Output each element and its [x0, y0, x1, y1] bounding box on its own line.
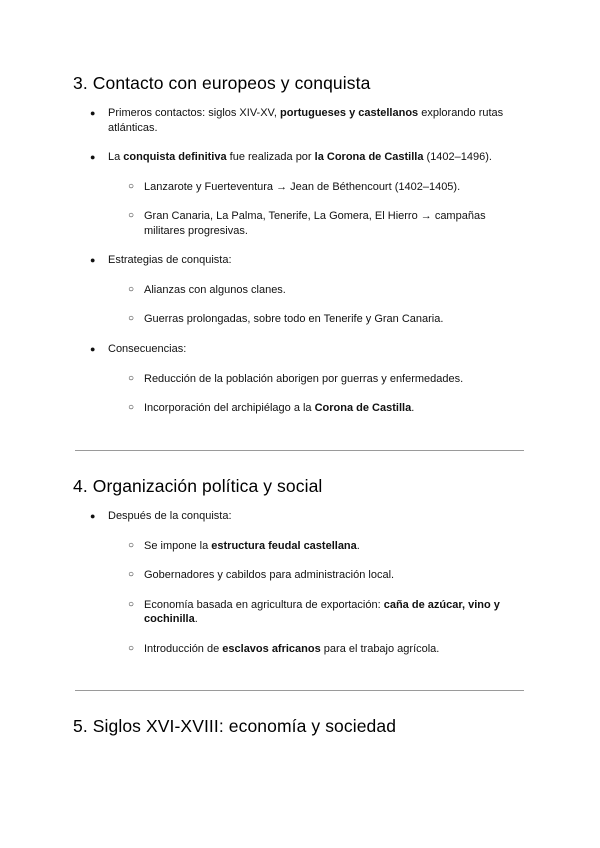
- sub-bullet-icon: ○: [128, 598, 135, 610]
- sub-bullet-icon: ○: [128, 402, 135, 413]
- sub-item-bold-text: esclavos africanos: [222, 642, 321, 655]
- bullet-icon: ●: [90, 511, 96, 521]
- sub-item-text: Introducción de: [144, 642, 223, 655]
- section-5: [73, 715, 525, 737]
- bullet-icon: ●: [90, 108, 96, 118]
- section-3-heading: 3. Contacto con europeos y conquista: [73, 73, 371, 93]
- section-5-heading: 5. Siglos XVI-XVIII: economía y sociedad: [73, 716, 397, 736]
- sub-list-item: [73, 312, 525, 327]
- sub-bullet-icon: ○: [128, 642, 135, 654]
- bullet-icon: ●: [90, 344, 96, 354]
- sub-item-text: Incorporación del archipiélago a la: [144, 402, 315, 414]
- sub-bullet-icon: ○: [128, 372, 135, 384]
- sub-item-bold-text: caña de azúcar, vino y cochinilla: [144, 598, 500, 625]
- item-bold-text: la Corona de Castilla: [314, 151, 424, 163]
- item-text: fue realizada por: [226, 151, 315, 163]
- sub-item-bold-text: estructura feudal castellana: [211, 539, 357, 552]
- sub-list-item: [73, 180, 525, 195]
- sub-item-text: Guerras prolongadas, sobre todo en Tenerife y Gran Canaria.: [144, 313, 444, 325]
- item-text: La: [108, 151, 124, 163]
- list-item: [73, 509, 525, 656]
- sub-list-item: [73, 372, 525, 387]
- item-text: explorando rutas atlánticas.: [108, 107, 504, 134]
- sub-list-item: [73, 209, 525, 238]
- item-bold-text: conquista definitiva: [123, 151, 227, 163]
- item-text: Estrategias de conquista:: [108, 254, 232, 266]
- sub-bullet-icon: ○: [128, 180, 135, 192]
- sub-list-item: [73, 568, 525, 583]
- list-item: [73, 342, 525, 416]
- sub-list-item: [73, 642, 525, 657]
- sub-list-item: [73, 401, 525, 416]
- section-divider: [75, 690, 524, 691]
- sub-list-item: [73, 598, 525, 627]
- section-3-list: [73, 106, 525, 135]
- item-text: (1402–1496).: [423, 151, 492, 163]
- list-item: [73, 150, 525, 238]
- bullet-icon: ●: [90, 152, 96, 162]
- sub-item-text: .: [194, 613, 198, 625]
- bullet-icon: ●: [90, 255, 96, 265]
- list-item: [73, 253, 525, 327]
- item-text: Primeros contactos: siglos XIV-XV,: [108, 107, 280, 119]
- sub-item-text: .: [356, 539, 360, 552]
- sub-list-item: [73, 539, 525, 554]
- sub-bullet-icon: ○: [128, 569, 135, 580]
- section-3: [73, 72, 525, 94]
- item-text: Después de la conquista:: [108, 510, 232, 522]
- section-3-list-4: [73, 342, 525, 416]
- section-divider: [75, 450, 524, 451]
- item-text: Consecuencias:: [108, 343, 187, 355]
- sub-item-text: para el trabajo agrícola.: [320, 642, 440, 655]
- sub-item-text: .: [411, 402, 415, 414]
- sub-bullet-icon: ○: [128, 210, 135, 221]
- sub-bullet-icon: ○: [128, 539, 135, 551]
- sub-item-text: Se impone la: [144, 539, 212, 552]
- section-4-heading: 4. Organización política y social: [73, 476, 323, 496]
- section-3-list-2: [73, 150, 525, 238]
- sub-item-text: Gobernadores y cabildos para administración local.: [144, 569, 395, 581]
- sub-item-text: Reducción de la población aborigen por guerras y enfermedades.: [144, 372, 464, 385]
- sub-item-text: Lanzarote y Fuerteventura → Jean de Béthencourt (1402–1405).: [144, 180, 461, 193]
- section-3-list-3: [73, 253, 525, 327]
- sub-bullet-icon: ○: [128, 283, 135, 295]
- sub-item-bold-text: Corona de Castilla: [314, 402, 412, 414]
- sub-bullet-icon: ○: [128, 313, 135, 324]
- item-bold-text: portugueses y castellanos: [280, 107, 419, 119]
- sub-item-text: Alianzas con algunos clanes.: [144, 283, 286, 296]
- sub-item-text: Economía basada en agricultura de exportación:: [144, 598, 384, 611]
- list-item: [73, 106, 525, 135]
- section-4-list: [73, 509, 525, 656]
- sub-list-item: [73, 283, 525, 298]
- section-4: [73, 475, 525, 497]
- sub-item-text: Gran Canaria, La Palma, Tenerife, La Gomera, El Hierro → campañas militares progresivas.: [144, 210, 486, 237]
